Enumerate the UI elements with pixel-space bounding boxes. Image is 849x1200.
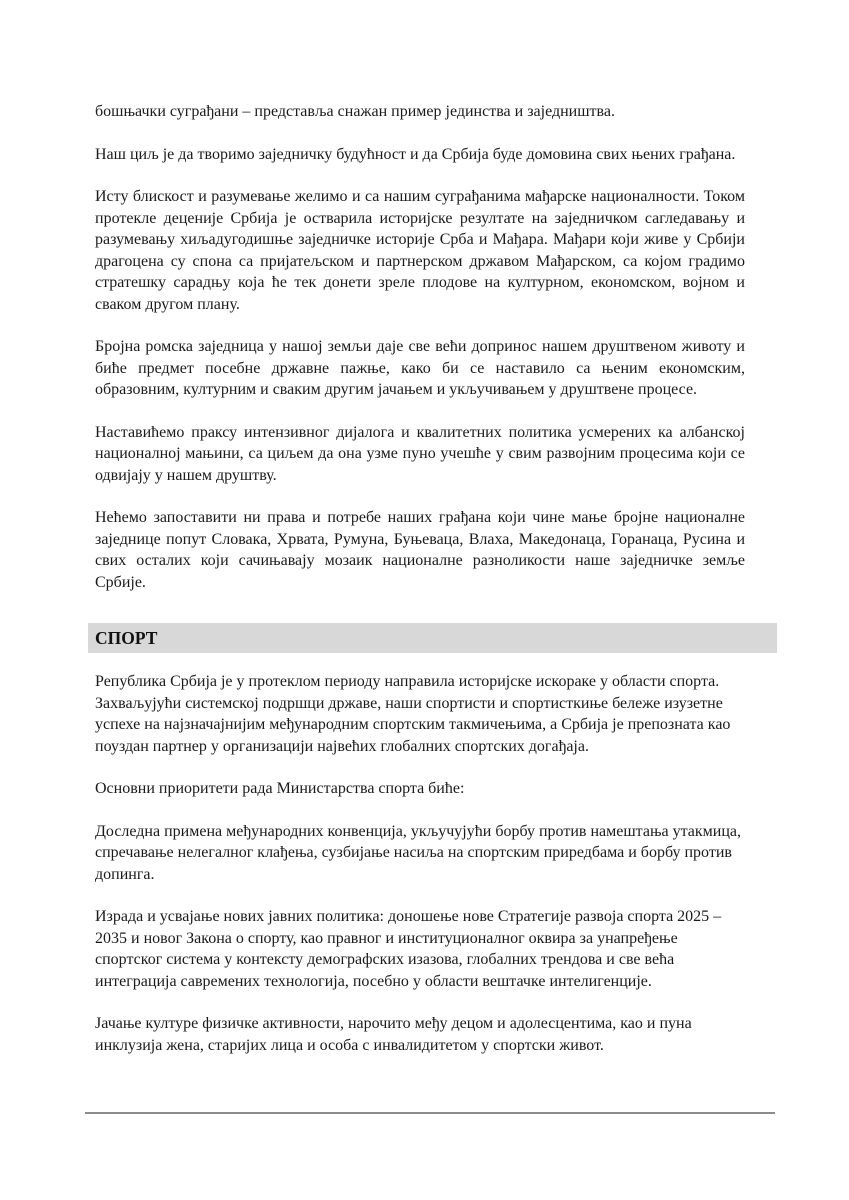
- paragraph-common-future: Наш циљ је да творимо заједничку будућност и да Србија буде домовина свих њених грађана.: [95, 145, 736, 163]
- paragraph-sport-priorities-intro: Основни приоритети рада Министарства спорта биће:: [95, 780, 465, 797]
- paragraph-albanian-minority: Наставићемо праксу интензивног дијалога и квалитетних политика усмерених ка албанској националној мањини, са циљем да она узме пуно учешће у свим развојним процесима који се одвијају у нашем друштву.: [95, 423, 745, 484]
- section-heading-sport: СПОРТ: [88, 623, 777, 653]
- paragraph-sport-physical-activity: Јачање културе физичке активности, нарочито међу децом и адолесцентима, као и пуна инклузија жена, старијих лица и особа с инвалидитетом у спортски живот.: [95, 1015, 692, 1054]
- paragraph-sport-new-policies: Израда и усвајање нових јавних политика: доношење нове Стратегије развоја спорта 2025 – 2035 и новог Закона о спорту, као правног и институционалног оквира за унапређење спортског система у контексту демографских изазова, глобалних трендова и све већа интеграција савремених технологија, посебно у области вештачке интелигенције.: [95, 908, 722, 990]
- paragraph-hungarian-minority: Исту блискост и разумевање желимо и са нашим суграђанима мађарске националности. Током протекле деценије Србија је остварила историјске резултате на заједничком сагледавању и разумевању хиљадугодишње заједничке историје Срба и Мађара. Мађари који живе у Србији драгоцена су спона са пријатељском и партнерском државом Мађарском, са којом градимо стратешку сарадњу која ће тек донети зреле плодове на културном, економском, војном и сваком другом плану.: [95, 188, 745, 313]
- paragraph-sport-conventions: Доследна примена међународних конвенција, укључујући борбу против намештања утакмица, спречавање нелегалног клађења, сузбијање насиља на спортским приредбама и борбу против допинга.: [95, 822, 742, 883]
- paragraph-sport-achievements: Република Србија је у протеклом периоду направила историјске искораке у области спорта. Захваљујући системској подршци државе, наши спортисти и спортисткиње бележе изузетне успехе на најзначајнијим међународним спортским такмичењима, а Србија је препозната као поуздан партнер у организацији највећих глобалних спортских догађаја.: [95, 673, 731, 755]
- paragraph-smaller-minorities: Нећемо запоставити ни права и потребе наших грађана који чине мање бројне националне заједнице попут Словака, Хрвата, Румуна, Буњеваца, Влаха, Македонаца, Горанаца, Русина и свих осталих који сачињавају мозаик националне разноликости наше заједничке земље Србије.: [95, 509, 745, 591]
- document-content: [95, 101, 745, 1077]
- paragraph-roma-community: Бројна ромска заједница у нашој земљи даје све већи допринос нашем друштвеном животу и биће предмет посебне државне пажње, како би се наставило са њеним економским, образовним, културним и сваким другим јачањем и укључивањем у друштвене процесе.: [95, 338, 745, 398]
- paragraph-bosniak-unity: бошњачки суграђани – представља снажан пример јединства и заједништва.: [95, 103, 615, 120]
- footer-divider: [85, 1112, 775, 1114]
